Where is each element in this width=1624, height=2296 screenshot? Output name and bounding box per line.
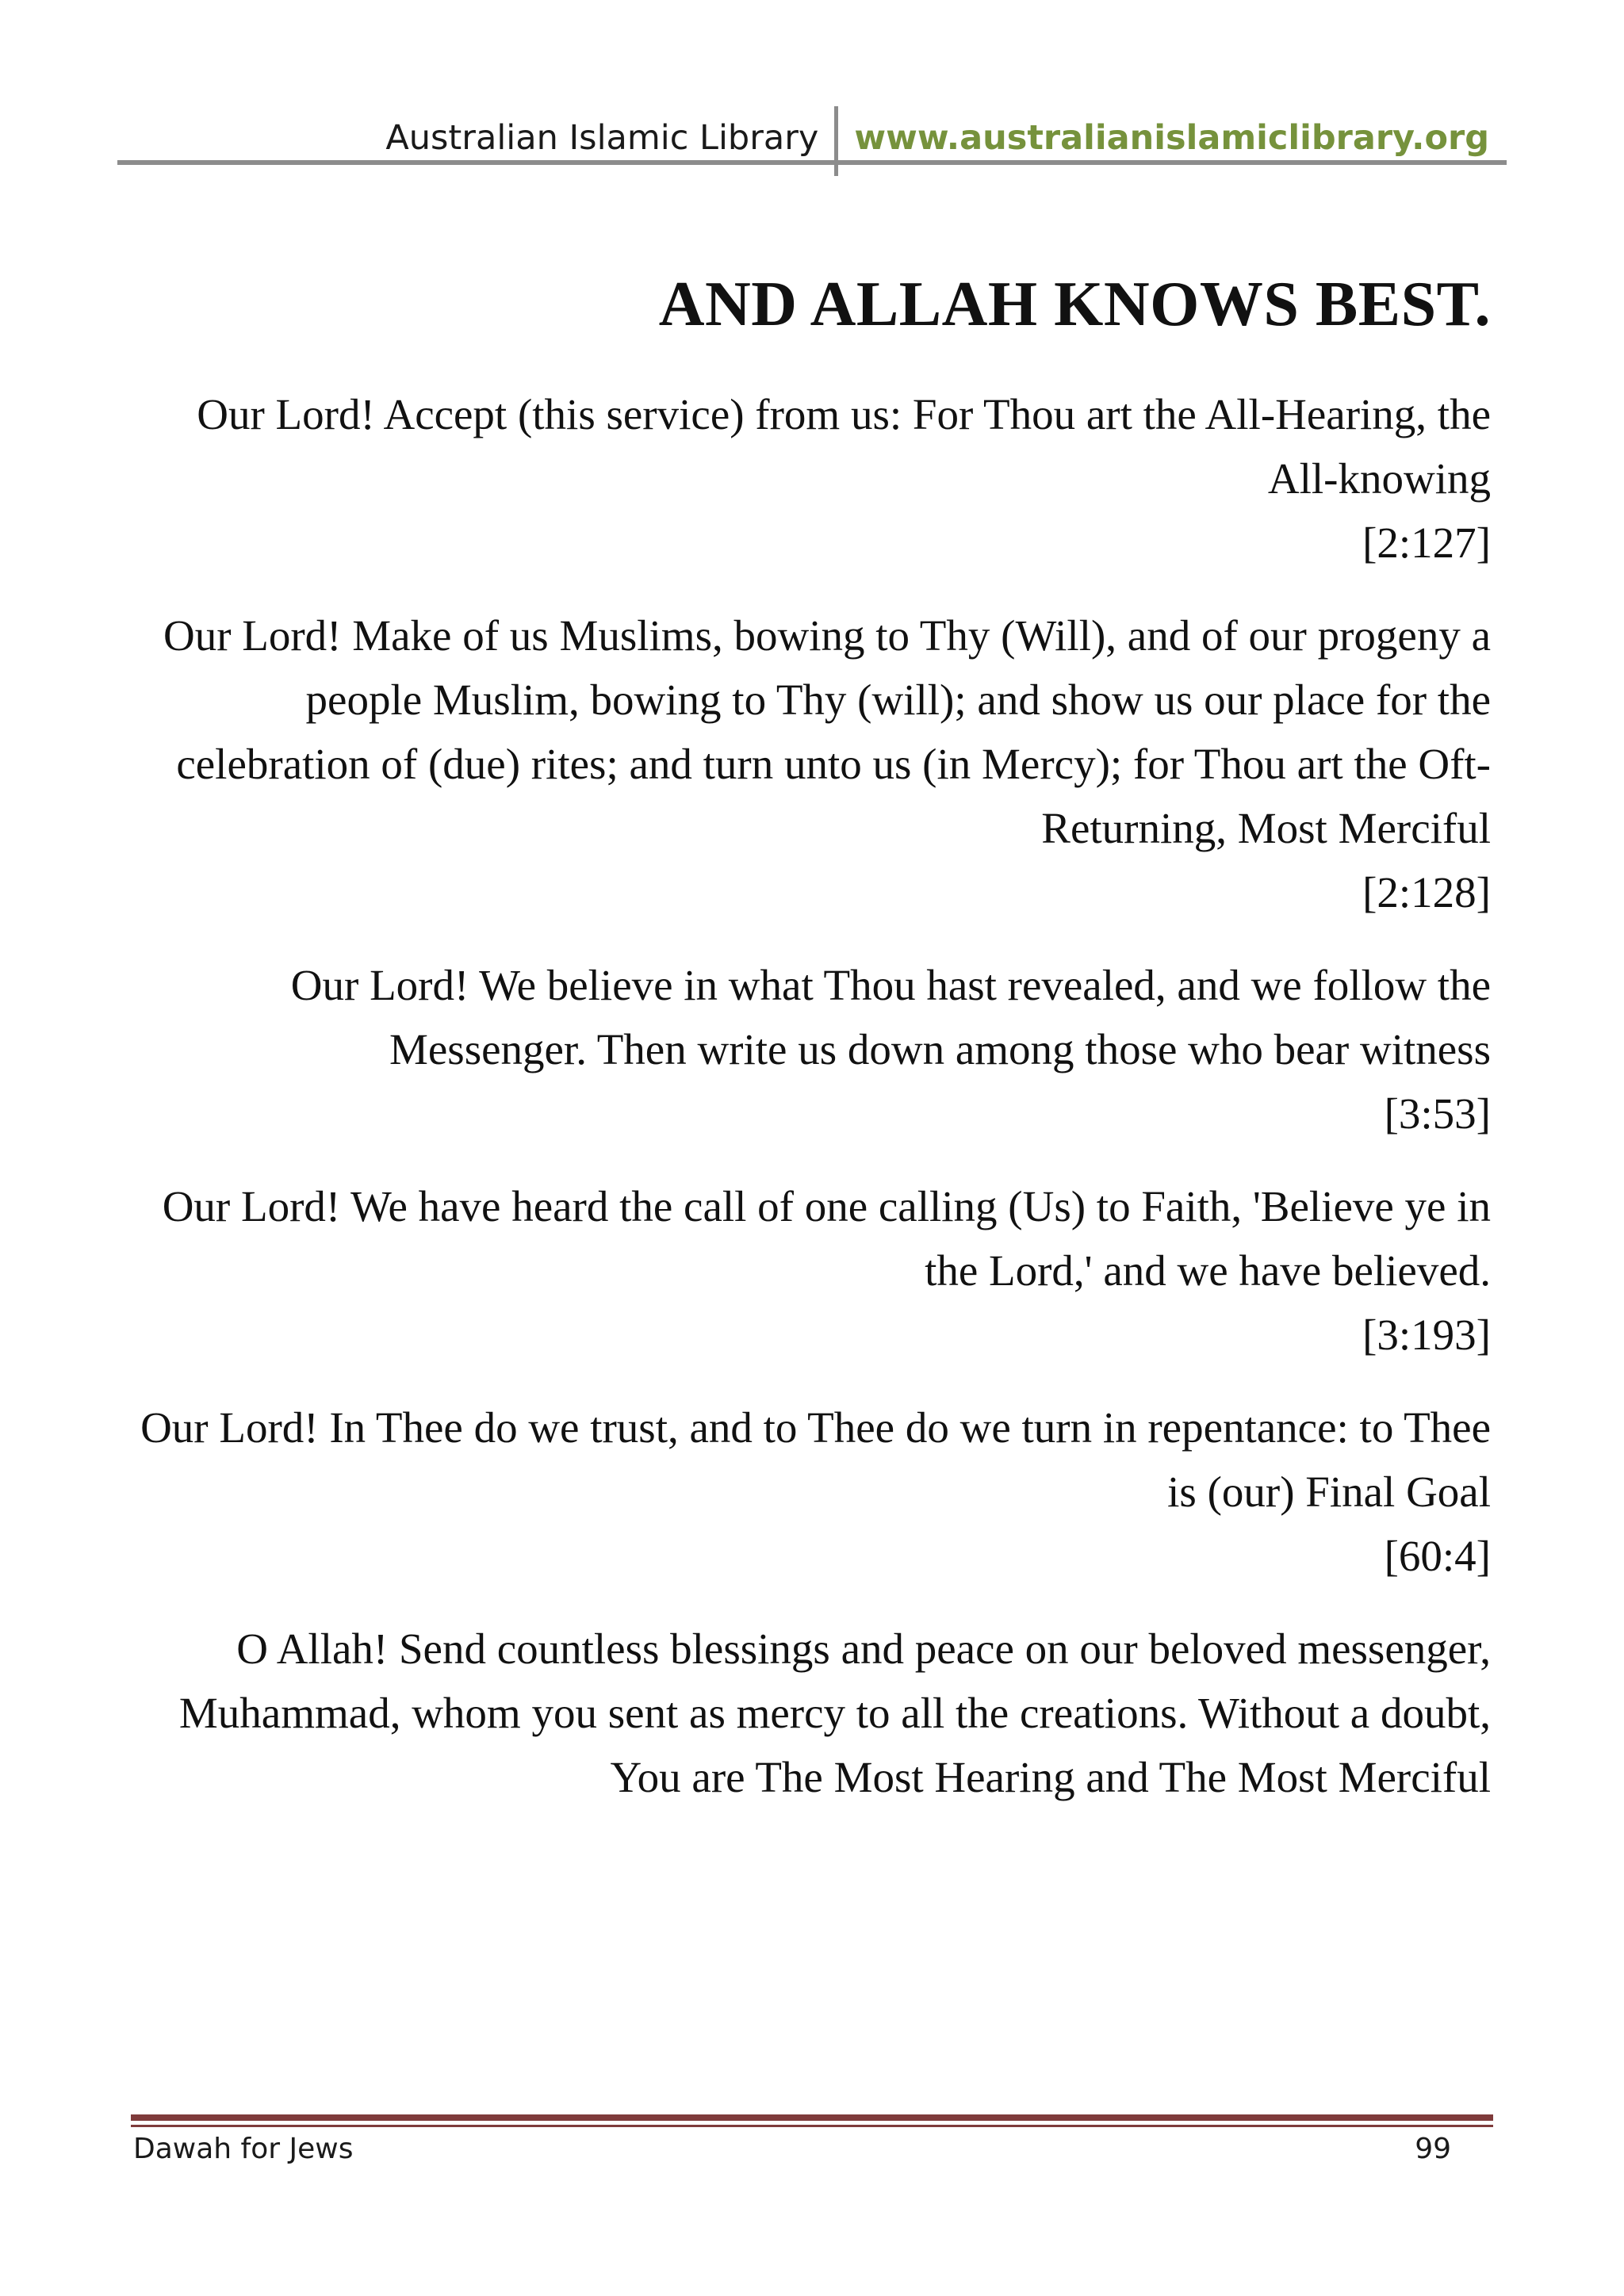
verse-reference: [2:127] [1362,519,1491,567]
prayer-text: Our Lord! We believe in what Thou hast revealed, and we follow the Messenger. Then write us down among those who bear witness [290,961,1491,1073]
page-number: 99 [1415,2133,1451,2165]
library-name: Australian Islamic Library [385,118,819,158]
footer-book-title: Dawah for Jews [133,2133,354,2165]
header-bar [385,106,1489,163]
page-title: AND ALLAH KNOWS BEST. [658,270,1491,339]
prayer-text: O Allah! Send countless blessings and peace on our beloved messenger, Muhammad, whom you sent as mercy to all the creations. Without a doubt, You are The Most Hearing and The Most Merciful [178,1624,1491,1801]
footer-rule-thin [131,2125,1493,2127]
prayer-text: Our Lord! Make of us Muslims, bowing to Thy (Will), and of our progeny a people Muslim, bowing to Thy (will); and show us our place for the celebration of (due) rites; and turn unto us (in Mercy); for Thou art the Oft-Returning, Most Merciful [163,611,1491,852]
verse-reference: [60:4] [1384,1532,1491,1580]
header-rule [117,160,1507,165]
prayer-block [131,1395,1491,1588]
prayer-block [131,603,1491,924]
page-header [117,94,1507,166]
verse-reference: [2:128] [1362,868,1491,916]
closing-blessing [131,1617,1491,1809]
footer-rule [131,2114,1493,2121]
prayer-block [131,1174,1491,1367]
prayer-block [131,953,1491,1146]
library-url[interactable]: www.australianislamiclibrary.org [854,118,1489,158]
verse-reference: [3:53] [1384,1089,1491,1138]
header-divider [834,106,838,176]
verse-reference: [3:193] [1362,1311,1491,1359]
prayer-text: Our Lord! We have heard the call of one calling (Us) to Faith, 'Believe ye in the Lord,' and we have believed. [162,1182,1491,1295]
prayer-text: Our Lord! Accept (this service) from us: For Thou art the All-Hearing, the All-knowing [197,390,1491,503]
page-content [131,270,1491,1838]
prayer-block [131,382,1491,575]
prayer-text: Our Lord! In Thee do we trust, and to Thee do we turn in repentance: to Thee is (our) Final Goal [140,1403,1491,1516]
